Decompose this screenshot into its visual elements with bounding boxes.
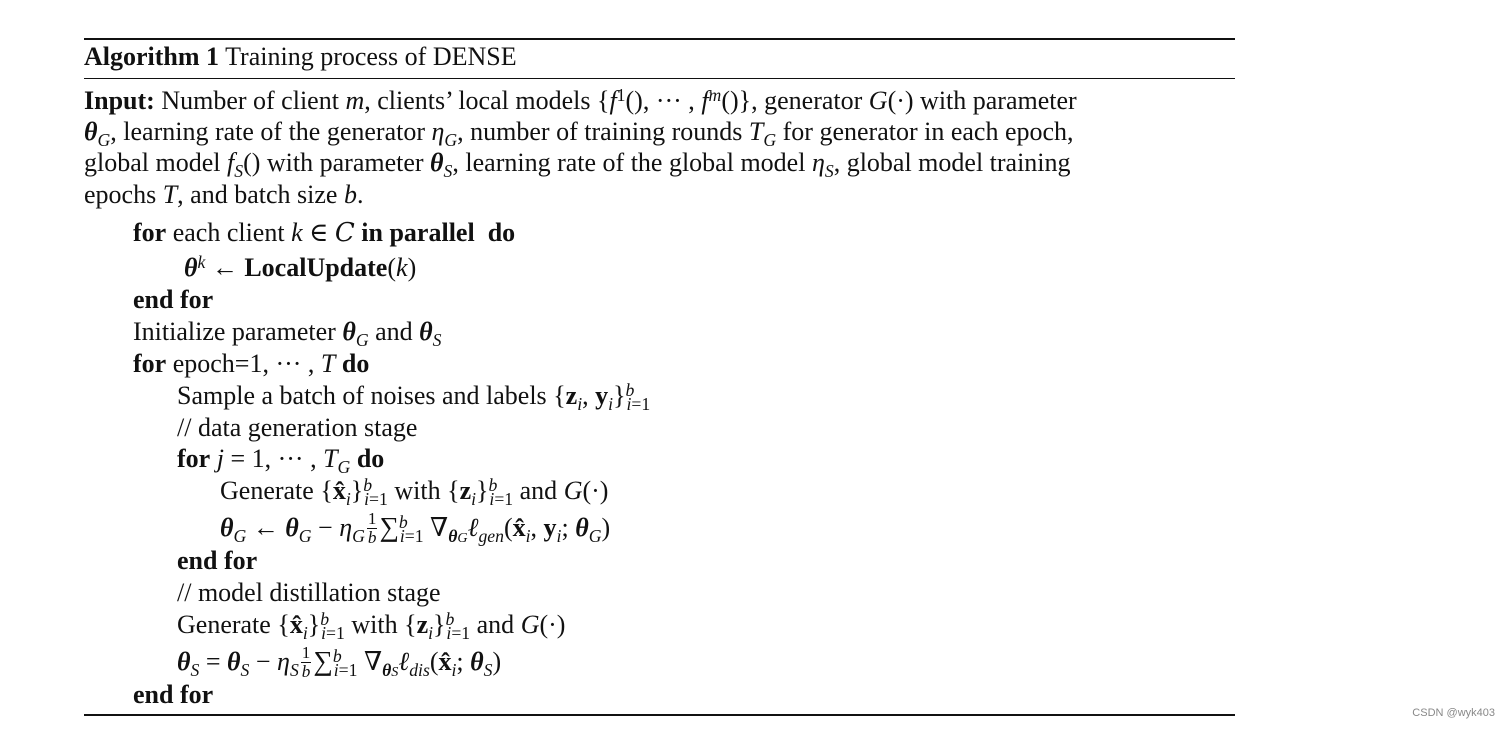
input-text: , clients’ local models [364,86,597,115]
keyword-for: for [133,349,167,378]
input-text: for generator in each epoch, [776,117,1074,146]
line-text: and [368,317,420,346]
input-line-1: Input: Number of client m, clients’ local models {$f^1()$, ··· , $f^m()$}, generator G(·) with parameter [84,84,1077,115]
keyword-do: do [487,218,516,247]
keyword-do: do [356,444,385,473]
input-text: with parameter [913,86,1077,115]
line-text: with [387,476,448,505]
algo-line-end-for-2 [177,546,257,576]
algo-line-for-j: for j = 1, ··· , $T_G$ do [177,444,385,477]
algo-line-generate-1: Generate $\{x̂_i\}^b_{i=1}$ with $\{z_i\}^b_{i=1}$ and G(·) [220,474,609,509]
input-text: with parameter [260,148,431,177]
input-text: , and batch size [177,180,344,209]
algo-line-initialize: Initialize parameter $\theta_G$ and $\theta_S$ [133,317,442,350]
line-text: Generate [220,476,321,505]
input-text: , global model training [833,148,1071,177]
algo-line-generate-2: Generate $\{x̂_i\}^b_{i=1}$ with $\{z_i\}^b_{i=1}$ and G(·) [177,608,566,643]
keyword-for: for [133,218,167,247]
algo-line-update-g: $\theta_G$ ← $\theta_G - \eta_G$ $\frac{1}{b}$ ∑$^b_{i=1}$ $\nabla_{\theta G}\ell_{gen}(x̂_i$, $y_i$; $\theta_G$) [220,509,611,547]
top-rule [84,38,1235,40]
algo-line-local-update: $\theta^k$ ← LocalUpdate(k) [184,251,417,282]
line-text: with [344,610,405,639]
keyword-end-for: end for [177,546,258,575]
algo-line-for-epoch: for epoch=1, ··· , T do [133,349,370,378]
input-text: , number of training rounds [457,117,749,146]
line-text: Sample a batch of noises and labels [177,381,554,410]
input-text: epochs [84,180,163,209]
bottom-rule [84,714,1235,716]
algo-line-comment-model [177,578,441,608]
line-text: and [470,610,521,639]
input-text: global model [84,148,227,177]
input-text: Number of client [154,86,346,115]
input-line-2: $\theta_G$, learning rate of the generator $\eta_G$, number of training rounds $T_G$ for generator in each epoch, [84,117,1074,150]
input-text: , learning rate of the generator [110,117,432,146]
keyword-in-parallel: in parallel [361,218,475,247]
input-text: , learning rate of the global model [452,148,812,177]
input-label: Input: [84,86,155,115]
algo-line-for-client: for each client k ∈ C in parallel do [133,218,516,248]
comment-text: // data generation stage [177,413,418,442]
caption-rule [84,78,1235,79]
keyword-for: for [177,444,211,473]
algo-line-end-for-1 [133,285,213,315]
input-line-3: global model $f_S()$ with parameter $\theta_S$, learning rate of the global model $\eta_S$, global model training [84,148,1071,181]
comment-text: // model distillation stage [177,578,441,607]
keyword-end-for: end for [133,680,214,709]
algorithm-title: Training process of DENSE [225,42,517,71]
line-text: Initialize parameter [133,317,343,346]
keyword-do: do [341,349,370,378]
watermark: CSDN @wyk403 [1412,707,1495,719]
algorithm-label: Algorithm 1 [84,42,220,71]
algo-line-comment-data [177,413,417,443]
line-text: and [513,476,564,505]
algo-line-update-s: $\theta_S = \theta_S - \eta_S$ $\frac{1}{b}$ ∑$^b_{i=1}$ $\nabla_{\theta S}\ell_{dis}(x̂_i$; $\theta_S$) [177,643,502,681]
algo-line-end-for-3 [133,680,213,710]
algorithm-caption [84,42,517,72]
input-line-4: epochs T, and batch size b. [84,180,364,209]
algo-line-sample: Sample a batch of noises and labels {$z_i$, $y_i\}^b_{i=1}$ [177,379,651,414]
line-text: Generate [177,610,278,639]
line-text: epoch=1, ··· , [166,349,321,378]
line-text: each client [166,218,292,247]
keyword-end-for: end for [133,285,214,314]
input-text: , generator [751,86,869,115]
input-text: . [356,180,364,209]
keyword-local-update: LocalUpdate [244,253,388,282]
